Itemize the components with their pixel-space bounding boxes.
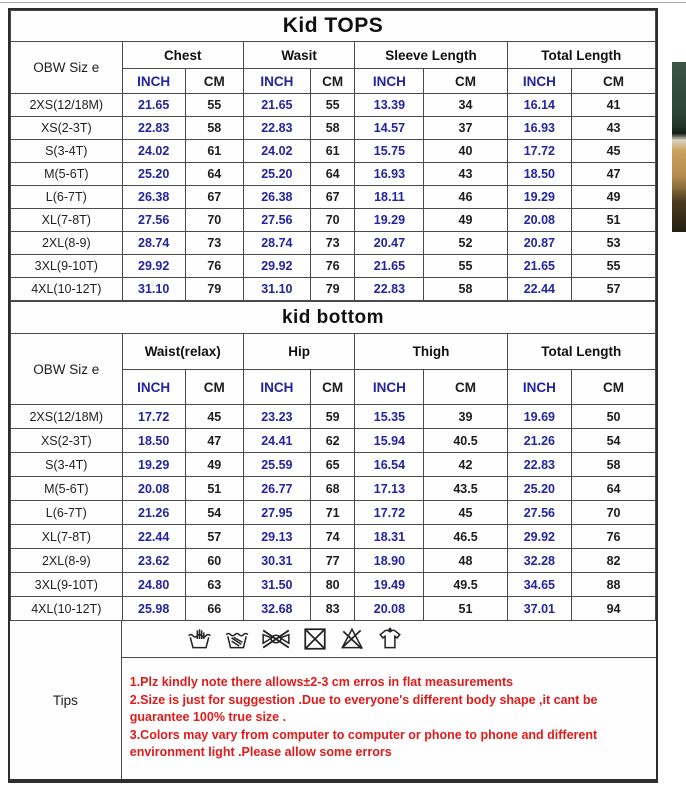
table-row (11, 94, 656, 117)
cm-value: 68 (310, 477, 355, 501)
inch-value: 17.72 (507, 140, 572, 163)
size-label: 4XL(10-12T) (11, 278, 123, 301)
unit-header-inch: INCH (243, 370, 310, 405)
total-length-group-header: Total Length (507, 42, 655, 69)
unit-header-cm: CM (424, 69, 507, 94)
inch-value: 27.56 (122, 209, 185, 232)
cm-value: 39 (424, 405, 507, 429)
table-row (11, 405, 656, 429)
inch-value: 20.08 (122, 477, 185, 501)
inch-value: 16.14 (507, 94, 572, 117)
size-label: L(6-7T) (11, 501, 123, 525)
size-column-header: OBW Siz e (11, 42, 123, 94)
hip-group-header: Hip (243, 334, 355, 370)
size-label: L(6-7T) (11, 186, 123, 209)
inch-value: 26.38 (243, 186, 310, 209)
cm-value: 34 (424, 94, 507, 117)
inch-value: 18.50 (122, 429, 185, 453)
unit-header-inch: INCH (122, 370, 185, 405)
sleeve-length-group-header: Sleeve Length (355, 42, 507, 69)
inch-value: 31.10 (243, 278, 310, 301)
cm-value: 43 (572, 117, 656, 140)
inch-value: 30.31 (243, 549, 310, 573)
table-row (11, 429, 656, 453)
inch-value: 29.92 (122, 255, 185, 278)
inch-value: 27.56 (243, 209, 310, 232)
unit-header-cm: CM (572, 370, 656, 405)
cm-value: 76 (310, 255, 355, 278)
page-top-divider (0, 2, 686, 3)
inch-value: 18.90 (355, 549, 424, 573)
inch-value: 25.20 (507, 477, 572, 501)
size-label: XS(2-3T) (11, 117, 123, 140)
size-label: 2XS(12/18M) (11, 405, 123, 429)
inch-value: 29.13 (243, 525, 310, 549)
cm-value: 57 (185, 525, 243, 549)
tip-line: 3.Colors may vary from computer to computer or phone to phone and different environment light .Please allow some errors (129, 727, 598, 759)
cm-value: 53 (572, 232, 656, 255)
cm-value: 59 (310, 405, 355, 429)
inch-value: 26.38 (122, 186, 185, 209)
inch-value: 13.39 (355, 94, 424, 117)
unit-header-cm: CM (310, 370, 355, 405)
cm-value: 45 (185, 405, 243, 429)
cm-value: 73 (310, 232, 355, 255)
inch-value: 22.83 (243, 117, 310, 140)
cm-value: 51 (572, 209, 656, 232)
inch-value: 25.20 (122, 163, 185, 186)
cm-value: 55 (310, 94, 355, 117)
cm-value: 51 (185, 477, 243, 501)
inch-value: 20.08 (355, 597, 424, 621)
do-not-bleach-icon (339, 626, 365, 652)
kid-tops-title: Kid TOPS (11, 11, 656, 42)
cm-value: 40 (424, 140, 507, 163)
inch-value: 19.29 (355, 209, 424, 232)
unit-header-cm: CM (185, 69, 243, 94)
t-shirt-icon (376, 626, 404, 652)
unit-header-inch: INCH (507, 69, 572, 94)
cm-value: 64 (572, 477, 656, 501)
cm-value: 77 (310, 549, 355, 573)
table-row (11, 140, 656, 163)
table-row (11, 549, 656, 573)
inch-value: 24.41 (243, 429, 310, 453)
inch-value: 15.75 (355, 140, 424, 163)
cm-value: 55 (572, 255, 656, 278)
cm-value: 67 (185, 186, 243, 209)
cm-value: 50 (572, 405, 656, 429)
cm-value: 43.5 (424, 477, 507, 501)
cm-value: 74 (310, 525, 355, 549)
table-row (11, 186, 656, 209)
size-label: 2XL(8-9) (11, 549, 123, 573)
inch-value: 24.02 (122, 140, 185, 163)
inch-value: 24.80 (122, 573, 185, 597)
cm-value: 65 (310, 453, 355, 477)
cm-value: 67 (310, 186, 355, 209)
cm-value: 70 (310, 209, 355, 232)
unit-header-inch: INCH (122, 69, 185, 94)
unit-header-inch: INCH (507, 370, 572, 405)
unit-header-cm: CM (424, 370, 507, 405)
cm-value: 61 (310, 140, 355, 163)
unit-header-inch: INCH (355, 370, 424, 405)
wash-basin-icon (224, 626, 250, 652)
cm-value: 58 (185, 117, 243, 140)
size-label: 2XS(12/18M) (11, 94, 123, 117)
cm-value: 58 (572, 453, 656, 477)
inch-value: 34.65 (507, 573, 572, 597)
cm-value: 57 (572, 278, 656, 301)
size-label: XL(7-8T) (11, 209, 123, 232)
cm-value: 43 (424, 163, 507, 186)
cm-value: 76 (572, 525, 656, 549)
inch-value: 29.92 (243, 255, 310, 278)
inch-value: 19.49 (355, 573, 424, 597)
cm-value: 55 (424, 255, 507, 278)
size-chart (8, 8, 658, 783)
size-label: XS(2-3T) (11, 429, 123, 453)
table-row (11, 117, 656, 140)
table-row (11, 232, 656, 255)
size-label: 3XL(9-10T) (11, 573, 123, 597)
inch-value: 21.65 (355, 255, 424, 278)
cm-value: 40.5 (424, 429, 507, 453)
inch-value: 29.92 (507, 525, 572, 549)
table-row (11, 255, 656, 278)
inch-value: 15.94 (355, 429, 424, 453)
inch-value: 31.50 (243, 573, 310, 597)
size-label: 4XL(10-12T) (11, 597, 123, 621)
inch-value: 25.59 (243, 453, 310, 477)
inch-value: 22.44 (122, 525, 185, 549)
tips-section (10, 621, 656, 779)
cm-value: 70 (185, 209, 243, 232)
cm-value: 73 (185, 232, 243, 255)
size-label: 3XL(9-10T) (11, 255, 123, 278)
tips-label: Tips (10, 621, 122, 779)
do-not-wring-icon (261, 626, 291, 652)
cm-value: 45 (572, 140, 656, 163)
inch-value: 15.35 (355, 405, 424, 429)
cm-value: 76 (185, 255, 243, 278)
cm-value: 58 (310, 117, 355, 140)
inch-value: 19.29 (507, 186, 572, 209)
inch-value: 31.10 (122, 278, 185, 301)
inch-value: 18.31 (355, 525, 424, 549)
tips-text (122, 658, 656, 779)
inch-value: 22.83 (355, 278, 424, 301)
inch-value: 32.28 (507, 549, 572, 573)
table-row (11, 597, 656, 621)
inch-value: 17.72 (355, 501, 424, 525)
cm-value: 46 (424, 186, 507, 209)
cm-value: 46.5 (424, 525, 507, 549)
size-label: XL(7-8T) (11, 525, 123, 549)
do-not-tumble-dry-icon (302, 626, 328, 652)
size-label: 2XL(8-9) (11, 232, 123, 255)
inch-value: 20.47 (355, 232, 424, 255)
cm-value: 47 (185, 429, 243, 453)
size-label: M(5-6T) (11, 477, 123, 501)
table-row (11, 278, 656, 301)
inch-value: 25.98 (122, 597, 185, 621)
table-row (11, 573, 656, 597)
cm-value: 79 (185, 278, 243, 301)
cm-value: 58 (424, 278, 507, 301)
cm-value: 54 (185, 501, 243, 525)
cm-value: 47 (572, 163, 656, 186)
inch-value: 17.13 (355, 477, 424, 501)
inch-value: 22.83 (507, 453, 572, 477)
table-row (11, 209, 656, 232)
cm-value: 88 (572, 573, 656, 597)
inch-value: 32.68 (243, 597, 310, 621)
table-row (11, 163, 656, 186)
inch-value: 18.11 (355, 186, 424, 209)
unit-header-inch: INCH (243, 69, 310, 94)
cm-value: 80 (310, 573, 355, 597)
cm-value: 49 (424, 209, 507, 232)
size-label: S(3-4T) (11, 140, 123, 163)
inch-value: 24.02 (243, 140, 310, 163)
inch-value: 21.65 (507, 255, 572, 278)
table-row (11, 525, 656, 549)
cm-value: 66 (185, 597, 243, 621)
inch-value: 27.56 (507, 501, 572, 525)
kid-bottom-title: kid bottom (11, 302, 656, 334)
care-icons-row (122, 621, 656, 658)
cm-value: 83 (310, 597, 355, 621)
size-column-header: OBW Siz e (11, 334, 123, 405)
cm-value: 64 (185, 163, 243, 186)
inch-value: 28.74 (243, 232, 310, 255)
thigh-group-header: Thigh (355, 334, 507, 370)
unit-header-cm: CM (572, 69, 656, 94)
cm-value: 49 (185, 453, 243, 477)
cm-value: 64 (310, 163, 355, 186)
cm-value: 41 (572, 94, 656, 117)
waist-relax-group-header: Waist(relax) (122, 334, 243, 370)
product-photo-edge (672, 62, 686, 232)
chest-group-header: Chest (122, 42, 243, 69)
cm-value: 94 (572, 597, 656, 621)
inch-value: 16.54 (355, 453, 424, 477)
table-row (11, 477, 656, 501)
inch-value: 14.57 (355, 117, 424, 140)
cm-value: 71 (310, 501, 355, 525)
cm-value: 55 (185, 94, 243, 117)
inch-value: 21.65 (243, 94, 310, 117)
inch-value: 16.93 (507, 117, 572, 140)
inch-value: 17.72 (122, 405, 185, 429)
cm-value: 49 (572, 186, 656, 209)
inch-value: 28.74 (122, 232, 185, 255)
kid-bottom-body (11, 405, 656, 621)
unit-header-inch: INCH (355, 69, 424, 94)
inch-value: 19.69 (507, 405, 572, 429)
cm-value: 37 (424, 117, 507, 140)
size-label: M(5-6T) (11, 163, 123, 186)
cm-value: 70 (572, 501, 656, 525)
inch-value: 22.83 (122, 117, 185, 140)
inch-value: 23.62 (122, 549, 185, 573)
inch-value: 18.50 (507, 163, 572, 186)
cm-value: 61 (185, 140, 243, 163)
hand-wash-icon (186, 626, 213, 652)
inch-value: 19.29 (122, 453, 185, 477)
cm-value: 60 (185, 549, 243, 573)
waist-group-header: Wasit (243, 42, 355, 69)
kid-tops-body (11, 94, 656, 301)
table-row (11, 501, 656, 525)
cm-value: 82 (572, 549, 656, 573)
cm-value: 48 (424, 549, 507, 573)
inch-value: 20.08 (507, 209, 572, 232)
cm-value: 54 (572, 429, 656, 453)
cm-value: 42 (424, 453, 507, 477)
cm-value: 62 (310, 429, 355, 453)
unit-header-cm: CM (310, 69, 355, 94)
cm-value: 79 (310, 278, 355, 301)
unit-header-cm: CM (185, 370, 243, 405)
inch-value: 21.26 (507, 429, 572, 453)
total-length-group-header: Total Length (507, 334, 655, 370)
cm-value: 63 (185, 573, 243, 597)
inch-value: 21.26 (122, 501, 185, 525)
inch-value: 37.01 (507, 597, 572, 621)
size-label: S(3-4T) (11, 453, 123, 477)
kid-tops-table (10, 10, 656, 301)
cm-value: 49.5 (424, 573, 507, 597)
inch-value: 21.65 (122, 94, 185, 117)
tip-line: 1.Plz kindly note there allows±2-3 cm erros in flat measurements (129, 675, 514, 689)
inch-value: 16.93 (355, 163, 424, 186)
inch-value: 27.95 (243, 501, 310, 525)
inch-value: 25.20 (243, 163, 310, 186)
table-row (11, 453, 656, 477)
cm-value: 52 (424, 232, 507, 255)
cm-value: 51 (424, 597, 507, 621)
inch-value: 26.77 (243, 477, 310, 501)
cm-value: 45 (424, 501, 507, 525)
inch-value: 23.23 (243, 405, 310, 429)
tip-line: 2.Size is just for suggestion .Due to everyone's different body shape ,it cant be guarantee 100% true size . (129, 692, 598, 724)
inch-value: 22.44 (507, 278, 572, 301)
inch-value: 20.87 (507, 232, 572, 255)
kid-bottom-table (10, 301, 656, 621)
